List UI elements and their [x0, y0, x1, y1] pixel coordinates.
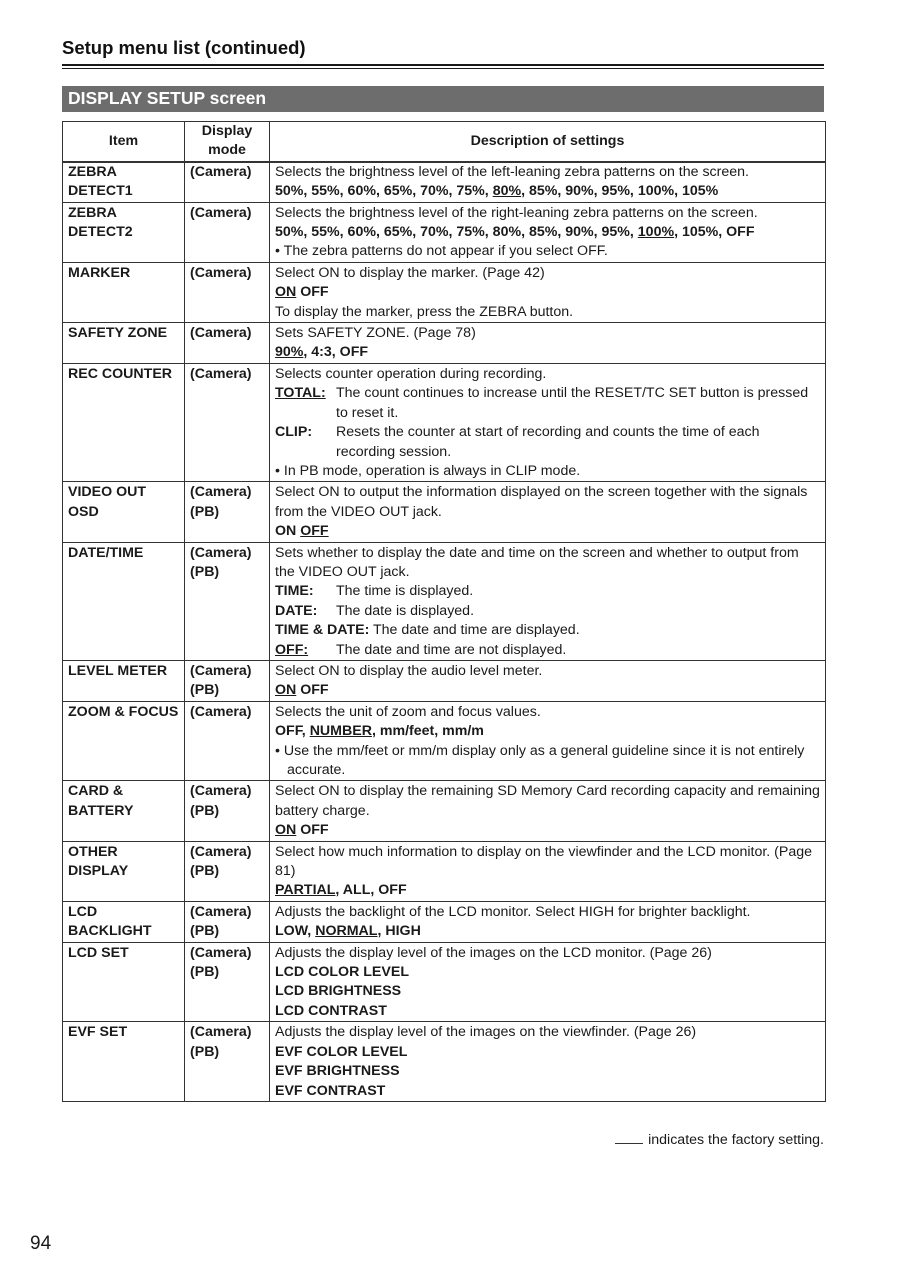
description-text: Select how much information to display on the viewfinder and the LCD monitor. (Page 81): [275, 843, 813, 880]
description-text: , 105%, OFF: [674, 224, 755, 241]
table-row: [63, 162, 826, 202]
table-row: [63, 202, 826, 262]
description-note: [275, 462, 820, 481]
description-line: [275, 782, 820, 821]
setting-description: [270, 323, 826, 364]
setting-item-name: ZOOM & FOCUS: [63, 701, 185, 781]
setting-display-mode: (Camera) (PB): [185, 942, 270, 1022]
term-value: The time is displayed.: [336, 583, 474, 600]
setting-item-name: OTHER DISPLAY: [63, 841, 185, 901]
description-text: EVF COLOR LEVEL: [275, 1043, 408, 1060]
setting-description: [270, 542, 826, 660]
setting-item-name: SAFETY ZONE: [63, 323, 185, 364]
setting-item-name: EVF SET: [63, 1022, 185, 1102]
description-text: , 4:3, OFF: [303, 344, 369, 361]
description-text: Sets whether to display the date and time on the screen and whether to output from the VIDEO OUT jack.: [275, 544, 799, 580]
description-line: [275, 522, 820, 541]
setting-display-mode: (Camera): [185, 701, 270, 781]
setting-display-mode: (Camera): [185, 202, 270, 262]
setting-display-mode: (Camera) (PB): [185, 1022, 270, 1102]
description-text: , ALL, OFF: [335, 882, 407, 899]
description-text: Select ON to output the information displayed on the screen together with the signals from the VIDEO OUT jack.: [275, 484, 808, 520]
description-term-line: [275, 423, 820, 462]
description-text: LOW,: [275, 923, 316, 940]
description-text: OFF: [296, 822, 329, 839]
factory-default-value: NUMBER: [309, 723, 372, 740]
setting-display-mode: (Camera) (PB): [185, 841, 270, 901]
description-line: [275, 483, 820, 522]
setting-display-mode: (Camera) (PB): [185, 901, 270, 942]
description-line: [275, 681, 820, 700]
setting-description: [270, 363, 826, 481]
description-text: • The zebra patterns do not appear if you select OFF.: [275, 243, 608, 260]
description-line: [275, 283, 820, 302]
description-line: [275, 1082, 820, 1101]
table-row: [63, 660, 826, 701]
factory-default-value: 80%: [492, 183, 522, 200]
description-text: EVF BRIGHTNESS: [275, 1063, 400, 1080]
table-row: [63, 262, 826, 322]
description-text: Selects counter operation during recording.: [275, 365, 547, 382]
setting-item-name: VIDEO OUT OSD: [63, 482, 185, 542]
term-value: Resets the counter at start of recording and counts the time of each recording session.: [336, 424, 760, 460]
factory-default-value: OFF: [300, 523, 329, 540]
description-text: EVF CONTRAST: [275, 1082, 386, 1099]
setting-item-name: DATE/TIME: [63, 542, 185, 660]
table-row: [63, 901, 826, 942]
table-header-row: [63, 122, 826, 162]
description-line: [275, 1062, 820, 1081]
description-text: Select ON to display the marker. (Page 42): [275, 264, 545, 281]
section-title: DISPLAY SETUP screen: [62, 86, 824, 112]
factory-default-value: ON: [275, 682, 297, 699]
factory-setting-note: [615, 1130, 824, 1148]
description-text: To display the marker, press the ZEBRA button.: [275, 303, 574, 320]
description-note: [275, 242, 820, 261]
description-line: [275, 963, 820, 982]
description-line: [275, 982, 820, 1001]
term-key: OFF:: [275, 641, 309, 658]
description-text: OFF,: [275, 723, 310, 740]
table-row: [63, 363, 826, 481]
setting-description: [270, 1022, 826, 1102]
page-number: 94: [30, 1233, 52, 1254]
description-text: TIME & DATE:: [275, 622, 370, 639]
page-header: Setup menu list (continued): [62, 37, 306, 58]
table-row: [63, 942, 826, 1022]
term-key: TIME:: [275, 583, 314, 600]
setting-item-name: MARKER: [63, 262, 185, 322]
description-text: OFF: [296, 284, 329, 301]
description-line: [275, 163, 820, 182]
factory-default-value: 100%: [637, 224, 675, 241]
setting-description: [270, 482, 826, 542]
setting-description: [270, 202, 826, 262]
setting-item-name: CARD & BATTERY: [63, 781, 185, 841]
setting-display-mode: (Camera) (PB): [185, 660, 270, 701]
description-text: Adjusts the backlight of the LCD monitor. Select HIGH for brighter backlight.: [275, 903, 751, 920]
description-line: [275, 944, 820, 963]
description-text: , mm/feet, mm/m: [371, 723, 484, 740]
setting-item-name: REC COUNTER: [63, 363, 185, 481]
description-line: [275, 544, 820, 583]
table-row: [63, 1022, 826, 1102]
term-value: The date and time are not displayed.: [336, 641, 567, 658]
description-line: [275, 881, 820, 900]
description-text: , 85%, 90%, 95%, 100%, 105%: [521, 183, 719, 200]
description-text: 50%, 55%, 60%, 65%, 70%, 75%, 80%, 85%, 90%, 95%,: [275, 224, 638, 241]
table-row: [63, 323, 826, 364]
description-text: • Use the mm/feet or mm/m display only as a general guideline since it is not entirely accurate.: [275, 742, 805, 778]
setting-display-mode: (Camera) (PB): [185, 542, 270, 660]
description-text: Adjusts the display level of the images on the viewfinder. (Page 26): [275, 1024, 697, 1041]
description-line: [275, 264, 820, 283]
term-key: TOTAL:: [275, 385, 326, 402]
description-text: Select ON to display the audio level meter.: [275, 662, 543, 679]
setting-display-mode: (Camera): [185, 262, 270, 322]
factory-default-value: ON: [275, 284, 297, 301]
term-value: The date is displayed.: [336, 602, 475, 619]
setting-item-name: ZEBRA DETECT2: [63, 202, 185, 262]
setting-display-mode: (Camera) (PB): [185, 781, 270, 841]
description-line: [275, 621, 820, 640]
setting-description: [270, 701, 826, 781]
description-line: [275, 223, 820, 242]
description-line: [275, 903, 820, 922]
description-line: [275, 722, 820, 741]
setting-display-mode: (Camera) (PB): [185, 482, 270, 542]
description-line: [275, 1002, 820, 1021]
header-display-mode: Display mode: [185, 122, 270, 162]
description-text: LCD COLOR LEVEL: [275, 964, 409, 981]
header-item: Item: [63, 122, 185, 162]
table-row: [63, 542, 826, 660]
setting-display-mode: (Camera): [185, 363, 270, 481]
description-text: ON: [275, 523, 301, 540]
underline-sample: [615, 1130, 643, 1144]
description-text: Selects the unit of zoom and focus values.: [275, 703, 541, 720]
description-line: [275, 1043, 820, 1062]
description-text: Selects the brightness level of the left-leaning zebra patterns on the screen.: [275, 163, 749, 180]
setting-description: [270, 162, 826, 202]
description-line: [275, 182, 820, 201]
description-text: LCD BRIGHTNESS: [275, 983, 402, 1000]
setting-description: [270, 262, 826, 322]
description-term-line: [275, 384, 820, 423]
setting-description: [270, 660, 826, 701]
table-row: [63, 781, 826, 841]
table-row: [63, 841, 826, 901]
header-rule-thick: [62, 64, 824, 66]
header-description: Description of settings: [270, 122, 826, 162]
description-term-line: [275, 602, 820, 621]
term-value: The count continues to increase until the RESET/TC SET button is pressed to reset it.: [336, 385, 809, 421]
description-line: [275, 1023, 820, 1042]
table-row: [63, 482, 826, 542]
description-text: • In PB mode, operation is always in CLIP mode.: [275, 462, 581, 479]
factory-default-value: NORMAL: [315, 923, 378, 940]
setting-description: [270, 841, 826, 901]
factory-default-value: PARTIAL: [275, 882, 336, 899]
description-note: [275, 742, 820, 781]
description-line: [275, 204, 820, 223]
setting-display-mode: (Camera): [185, 162, 270, 202]
setting-item-name: ZEBRA DETECT1: [63, 162, 185, 202]
factory-default-value: ON: [275, 822, 297, 839]
description-line: [275, 324, 820, 343]
setting-display-mode: (Camera): [185, 323, 270, 364]
term-key: CLIP:: [275, 424, 313, 441]
description-text: , HIGH: [377, 923, 421, 940]
description-line: [275, 703, 820, 722]
description-line: [275, 662, 820, 681]
setting-item-name: LCD SET: [63, 942, 185, 1022]
table-row: [63, 701, 826, 781]
setting-description: [270, 781, 826, 841]
setting-description: [270, 942, 826, 1022]
description-text: The date and time are displayed.: [369, 622, 580, 639]
description-text: 50%, 55%, 60%, 65%, 70%, 75%,: [275, 183, 493, 200]
factory-default-value: 90%: [275, 344, 304, 361]
description-line: [275, 843, 820, 882]
description-line: [275, 365, 820, 384]
setting-item-name: LCD BACKLIGHT: [63, 901, 185, 942]
description-line: [275, 821, 820, 840]
setting-description: [270, 901, 826, 942]
description-text: LCD CONTRAST: [275, 1002, 387, 1019]
description-text: Adjusts the display level of the images on the LCD monitor. (Page 26): [275, 944, 712, 961]
description-line: [275, 343, 820, 362]
term-key: DATE:: [275, 602, 318, 619]
description-line: [275, 922, 820, 941]
description-term-line: [275, 641, 820, 660]
header-rule-thin: [62, 68, 824, 69]
description-line: [275, 303, 820, 322]
description-text: Select ON to display the remaining SD Memory Card recording capacity and remaining battery charge.: [275, 783, 820, 819]
setting-item-name: LEVEL METER: [63, 660, 185, 701]
settings-table: [62, 121, 826, 1102]
description-text: Selects the brightness level of the right-leaning zebra patterns on the screen.: [275, 204, 758, 221]
factory-setting-text: indicates the factory setting.: [648, 1132, 824, 1148]
description-text: OFF: [296, 682, 329, 699]
description-term-line: [275, 582, 820, 601]
description-text: Sets SAFETY ZONE. (Page 78): [275, 325, 476, 342]
